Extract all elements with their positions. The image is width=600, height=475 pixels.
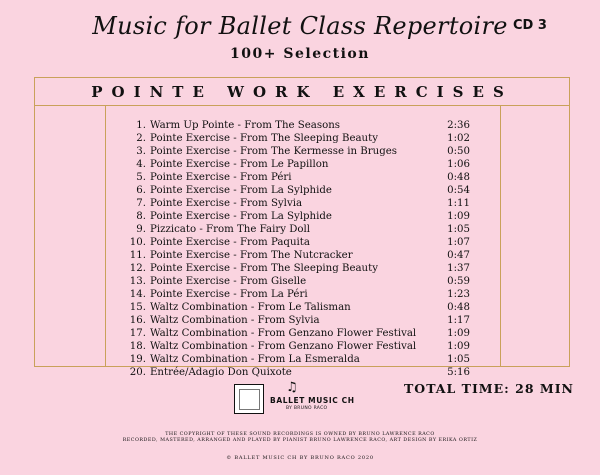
track-name: Pointe Exercise - From The Sleeping Beauty [150, 263, 378, 274]
track-row [104, 132, 504, 145]
track-num: 3. [136, 146, 146, 157]
section-heading: POINTE WORK EXERCISES [35, 78, 569, 106]
copyright-notice [0, 432, 600, 444]
track-list [104, 119, 504, 379]
track-duration: 1:09 [447, 328, 470, 339]
track-name: Waltz Combination - From Genzano Flower Festival [150, 328, 417, 339]
track-row [104, 119, 504, 132]
logo-name: BALLET MUSIC CH [270, 396, 355, 405]
track-name: Pointe Exercise - From The Kermesse in Bruges [150, 146, 397, 157]
track-num: 8. [136, 211, 146, 222]
track-duration: 1:05 [447, 224, 470, 235]
ballet-dancer-icon: ♫ [286, 380, 298, 395]
track-name: Pointe Exercise - From La Sylphide [150, 185, 332, 196]
track-num: 2. [136, 133, 146, 144]
logo-emblem [234, 384, 264, 414]
track-row [104, 236, 504, 249]
track-duration: 1:11 [447, 198, 470, 209]
cd-number-label: CD 3 [513, 18, 547, 33]
track-name: Pointe Exercise - From Le Papillon [150, 159, 329, 170]
track-num: 15. [129, 302, 146, 313]
track-num: 1. [136, 120, 146, 131]
logo-byline: BY BRUNO RACO [286, 406, 328, 411]
track-num: 7. [136, 198, 146, 209]
track-num: 4. [136, 159, 146, 170]
footer-credit: © BALLET MUSIC CH BY BRUNO RACO 2020 [226, 455, 374, 461]
track-duration: 1:17 [447, 315, 470, 326]
track-duration: 1:05 [447, 354, 470, 365]
track-name: Pointe Exercise - From La Sylphide [150, 211, 332, 222]
track-name: Waltz Combination - From Le Talisman [150, 302, 351, 313]
track-row [104, 314, 504, 327]
track-row [104, 366, 504, 379]
track-row [104, 301, 504, 314]
track-duration: 1:09 [447, 341, 470, 352]
track-row [104, 275, 504, 288]
track-duration: 1:09 [447, 211, 470, 222]
track-duration: 0:47 [447, 250, 470, 261]
ballet-music-logo [234, 380, 364, 418]
track-num: 19. [129, 354, 146, 365]
track-num: 10. [129, 237, 146, 248]
track-duration: 1:02 [447, 133, 470, 144]
track-num: 16. [129, 315, 146, 326]
track-row [104, 223, 504, 236]
track-num: 18. [129, 341, 146, 352]
track-duration: 0:54 [447, 185, 470, 196]
track-duration: 0:48 [447, 302, 470, 313]
track-num: 11. [129, 250, 146, 261]
track-row [104, 327, 504, 340]
track-duration: 1:07 [447, 237, 470, 248]
track-name: Pointe Exercise - From La Péri [150, 289, 308, 300]
track-duration: 1:06 [447, 159, 470, 170]
track-row [104, 288, 504, 301]
track-name: Pointe Exercise - From Giselle [150, 276, 307, 287]
track-name: Waltz Combination - From La Esmeralda [150, 354, 360, 365]
track-name: Entrée/Adagio Don Quixote [150, 367, 292, 378]
track-row [104, 158, 504, 171]
track-duration: 1:37 [447, 263, 470, 274]
track-num: 6. [136, 185, 146, 196]
track-name: Waltz Combination - From Genzano Flower Festival [150, 341, 417, 352]
track-duration: 2:36 [447, 120, 470, 131]
track-num: 12. [129, 263, 146, 274]
total-time: TOTAL TIME: 28 MIN [404, 381, 574, 396]
album-title: Music for Ballet Class Repertoire [92, 12, 508, 40]
track-num: 9. [136, 224, 146, 235]
logo-emblem-inner [239, 389, 260, 410]
copyright-line: RECORDED, MASTERED, ARRANGED AND PLAYED BY PIANIST BRUNO LAWRENCE RACO, ART DESIGN BY ERIKA ORTIZ [122, 438, 478, 443]
track-row [104, 184, 504, 197]
track-row [104, 145, 504, 158]
track-row [104, 210, 504, 223]
track-name: Pizzicato - From The Fairy Doll [150, 224, 311, 235]
track-name: Waltz Combination - From Sylvia [150, 315, 320, 326]
copyright-line: THE COPYRIGHT OF THESE SOUND RECORDINGS IS OWNED BY BRUNO LAWRENCE RACO [165, 432, 435, 437]
track-name: Pointe Exercise - From The Sleeping Beauty [150, 133, 378, 144]
track-num: 14. [129, 289, 146, 300]
track-num: 5. [136, 172, 146, 183]
track-duration: 1:23 [447, 289, 470, 300]
track-row [104, 171, 504, 184]
track-name: Pointe Exercise - From Paquita [150, 237, 310, 248]
track-name: Pointe Exercise - From The Nutcracker [150, 250, 353, 261]
track-row [104, 340, 504, 353]
track-row [104, 262, 504, 275]
track-row [104, 197, 504, 210]
track-duration: 0:59 [447, 276, 470, 287]
track-row [104, 353, 504, 366]
track-row [104, 249, 504, 262]
track-name: Pointe Exercise - From Péri [150, 172, 292, 183]
track-name: Pointe Exercise - From Sylvia [150, 198, 303, 209]
track-duration: 0:50 [447, 146, 470, 157]
album-subtitle: 100+ Selection [230, 46, 370, 62]
track-num: 13. [129, 276, 146, 287]
track-duration: 0:48 [447, 172, 470, 183]
track-num: 20. [129, 367, 146, 378]
track-name: Warm Up Pointe - From The Seasons [150, 120, 341, 131]
track-duration: 5:16 [447, 367, 470, 378]
track-num: 17. [129, 328, 146, 339]
